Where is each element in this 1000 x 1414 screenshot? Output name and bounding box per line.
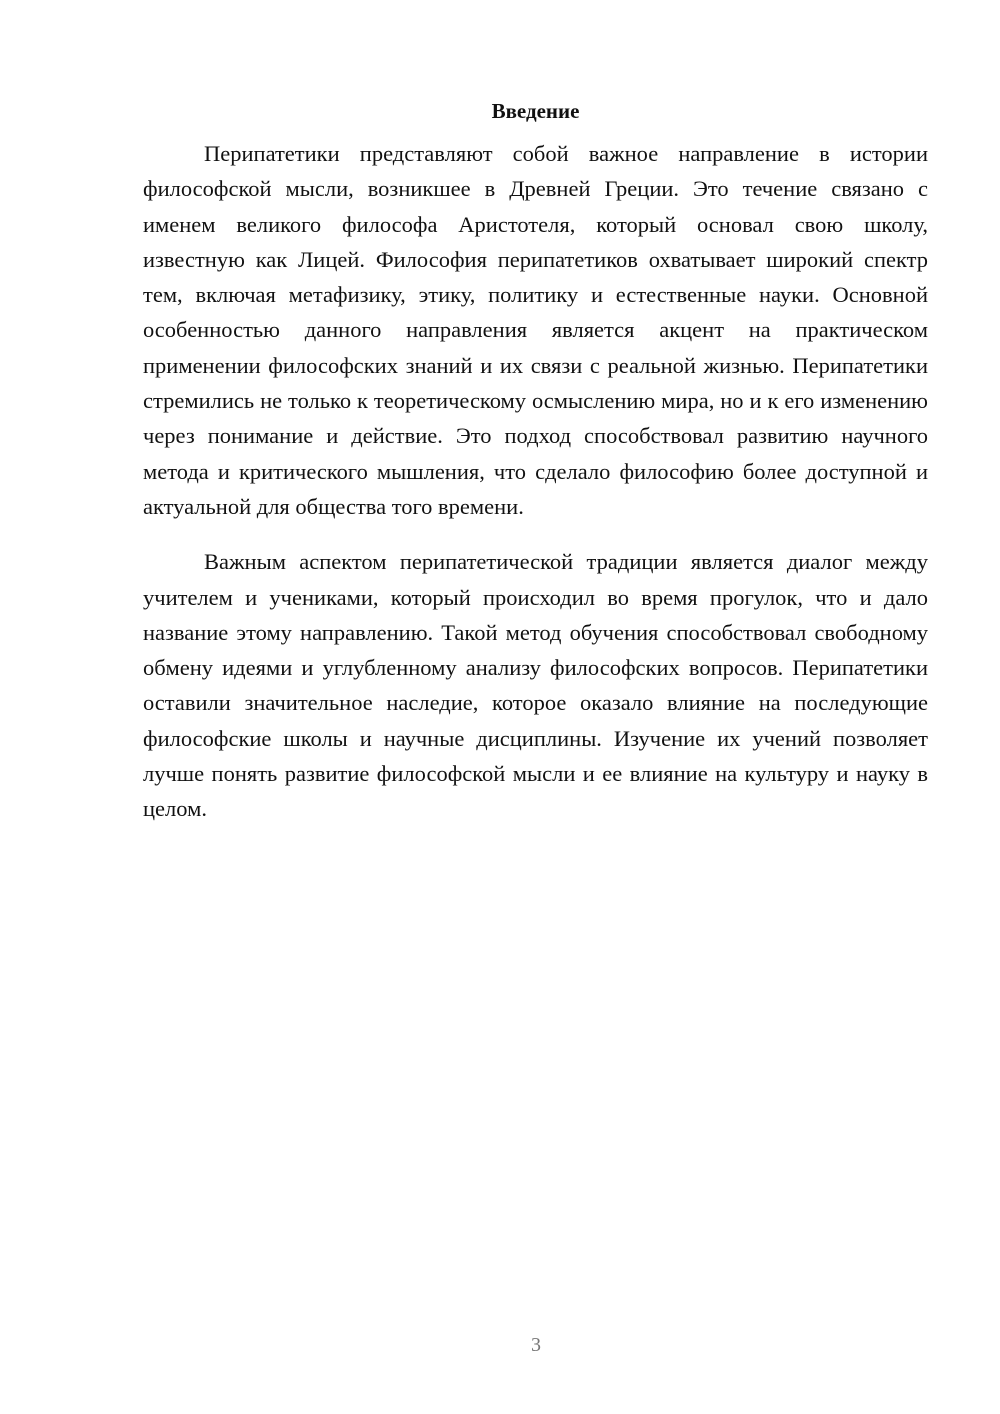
paragraph-1: Перипатетики представляют собой важное направление в истории философской мысли, возникшее в Древней Греции. Это течение связано с именем великого философа Аристотеля, который основал свою школу, известную как Лицей. Философия перипатетиков охватывает широкий спектр тем, включая метафизику, этику, политику и естественные науки. Основной особенностью данного направления является акцент на практическом применении философских знаний и их связи с реальной жизнью. Перипатетики стремились не только к теоретическому осмыслению мира, но и к его изменению через понимание и действие. Это подход способствовал развитию научного метода и критического мышления, что сделало философию более доступной и актуальной для общества того времени.	[143, 141, 928, 519]
paragraph-2: Важным аспектом перипатетической традиции является диалог между учителем и учениками, который происходил во время прогулок, что и дало название этому направлению. Такой метод обучения способствовал свободному обмену идеями и углубленному анализу философских вопросов. Перипатетики оставили значительное наследие, которое оказало влияние на последующие философские школы и научные дисциплины. Изучение их учений позволяет лучше понять развитие философской мысли и ее влияние на культуру и науку в целом.	[143, 549, 928, 822]
section-title: Введение	[491, 99, 580, 123]
page-number: 3	[531, 1334, 541, 1356]
page-content	[143, 96, 928, 827]
